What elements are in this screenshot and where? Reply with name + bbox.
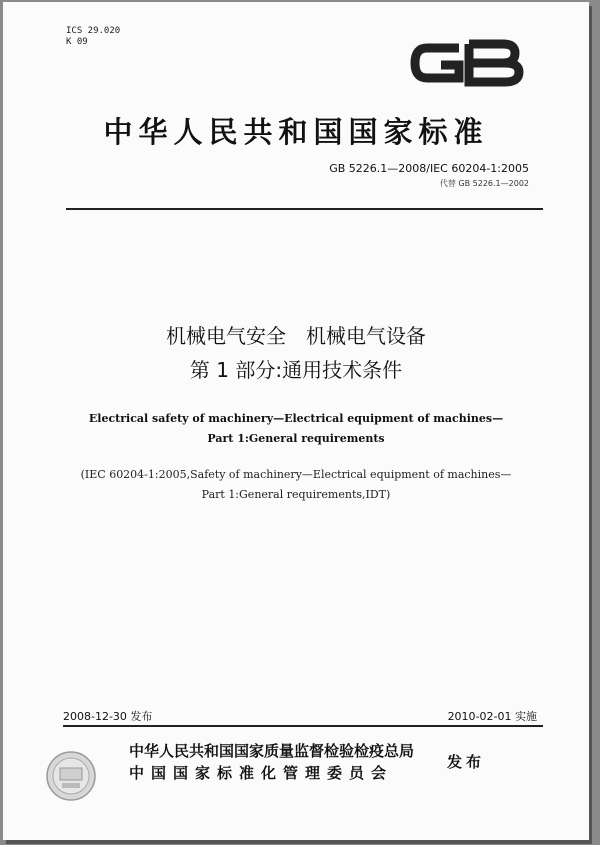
replaces-standard: 代替 GB 5226.1—2002 bbox=[439, 179, 529, 188]
publish-label: 发布 bbox=[447, 753, 486, 771]
title-chinese-line2: 第 1 部分:通用技术条件 bbox=[189, 358, 403, 382]
standard-number: GB 5226.1—2008/IEC 60204-1:2005 bbox=[329, 162, 529, 175]
standard-cover-page bbox=[3, 2, 589, 840]
issuer-sac: 中国国家标准化管理委员会 bbox=[129, 764, 394, 782]
header-divider bbox=[66, 208, 543, 210]
ics-code: ICS 29.020 bbox=[66, 26, 121, 36]
title-chinese-line1: 机械电气安全 机械电气设备 bbox=[166, 324, 426, 348]
issuer-aqsiq: 中华人民共和国国家质量监督检验检疫总局 bbox=[129, 742, 415, 760]
classification-codes bbox=[66, 26, 120, 48]
certification-seal-icon bbox=[45, 750, 97, 802]
implementation-date: 2010-02-01 实施 bbox=[447, 710, 537, 723]
gb-logo-icon bbox=[407, 36, 527, 90]
title-english-line2: Part 1:General requirements bbox=[207, 432, 385, 445]
national-standard-heading: 中华人民共和国国家标准 bbox=[103, 115, 489, 149]
title-english-line1: Electrical safety of machinery—Electrical equipment of machines— bbox=[88, 412, 504, 425]
footer-divider bbox=[63, 725, 543, 727]
ccs-code: K 09 bbox=[66, 37, 88, 47]
issue-date: 2008-12-30 发布 bbox=[63, 710, 153, 723]
source-standard-line1: (IEC 60204-1:2005,Safety of machinery—Electrical equipment of machines— bbox=[80, 468, 512, 481]
source-standard-line2: Part 1:General requirements,IDT) bbox=[201, 488, 391, 501]
